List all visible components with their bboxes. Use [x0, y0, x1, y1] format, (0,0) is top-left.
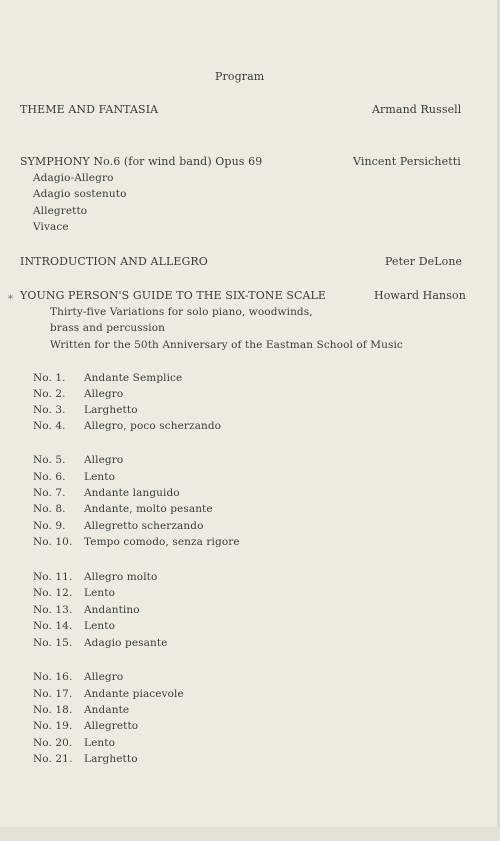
- variation-number: No. 6.: [33, 471, 66, 483]
- piece-composer: Howard Hanson: [374, 289, 466, 302]
- variation-number: No. 3.: [33, 404, 66, 416]
- piece-note: Thirty-five Variations for solo piano, woodwinds,: [50, 306, 313, 318]
- movement: Allegretto: [33, 205, 88, 217]
- piece-title: YOUNG PERSON'S GUIDE TO THE SIX-TONE SCALE: [20, 289, 327, 302]
- piece-composer: Armand Russell: [372, 103, 462, 116]
- variation-number: No. 15.: [33, 637, 73, 649]
- variation-number: No. 10.: [33, 536, 73, 548]
- variation-tempo: Allegro: [84, 671, 124, 683]
- piece-composer: Peter DeLone: [385, 255, 463, 268]
- asterisk-mark: *: [8, 294, 13, 305]
- variation-number: No. 8.: [33, 503, 66, 515]
- variation-number: No. 11.: [33, 571, 73, 583]
- variation-number: No. 13.: [33, 604, 73, 616]
- variation-tempo: Allegro, poco scherzando: [84, 420, 222, 432]
- movement: Adagio sostenuto: [33, 188, 127, 200]
- variation-tempo: Larghetto: [84, 404, 138, 416]
- movement: Adagio-Allegro: [33, 172, 114, 184]
- variation-tempo: Tempo comodo, senza rigore: [84, 536, 240, 548]
- variation-tempo: Allegro: [84, 388, 124, 400]
- variation-tempo: Lento: [84, 471, 115, 483]
- variation-tempo: Andante languido: [84, 487, 180, 499]
- variation-number: No. 20.: [33, 737, 73, 749]
- variation-number: No. 14.: [33, 620, 73, 632]
- variation-tempo: Allegro: [84, 454, 124, 466]
- variation-tempo: Andantino: [84, 604, 140, 616]
- variation-number: No. 18.: [33, 704, 73, 716]
- variation-tempo: Andante, molto pesante: [84, 503, 213, 515]
- variation-tempo: Andante: [84, 704, 130, 716]
- variation-tempo: Allegro molto: [84, 571, 158, 583]
- variation-tempo: Larghetto: [84, 753, 138, 765]
- piece-note: Written for the 50th Anniversary of the Eastman School of Music: [50, 339, 403, 351]
- program-title: Program: [215, 70, 265, 83]
- piece-note: brass and percussion: [50, 322, 166, 334]
- variation-number: No. 1.: [33, 372, 66, 384]
- variation-tempo: Lento: [84, 587, 115, 599]
- variation-tempo: Andante Semplice: [84, 372, 183, 384]
- piece-title: THEME AND FANTASIA: [20, 103, 159, 116]
- variation-number: No. 21.: [33, 753, 73, 765]
- piece-title: SYMPHONY No.6 (for wind band) Opus 69: [20, 155, 263, 168]
- variation-number: No. 16.: [33, 671, 73, 683]
- variation-number: No. 4.: [33, 420, 66, 432]
- variation-tempo: Lento: [84, 737, 115, 749]
- variation-tempo: Allegretto scherzando: [84, 520, 204, 532]
- piece-composer: Vincent Persichetti: [353, 155, 461, 168]
- variation-number: No. 5.: [33, 454, 66, 466]
- page-bottom-edge: [0, 827, 500, 841]
- variation-tempo: Andante piacevole: [84, 688, 184, 700]
- variation-number: No. 12.: [33, 587, 73, 599]
- piece-title: INTRODUCTION AND ALLEGRO: [20, 255, 208, 268]
- variation-tempo: Adagio pesante: [84, 637, 168, 649]
- variation-tempo: Allegretto: [84, 720, 139, 732]
- variation-number: No. 7.: [33, 487, 66, 499]
- variation-tempo: Lento: [84, 620, 115, 632]
- variation-number: No. 9.: [33, 520, 66, 532]
- variation-number: No. 19.: [33, 720, 73, 732]
- variation-number: No. 2.: [33, 388, 66, 400]
- movement: Vivace: [33, 221, 69, 233]
- variation-number: No. 17.: [33, 688, 73, 700]
